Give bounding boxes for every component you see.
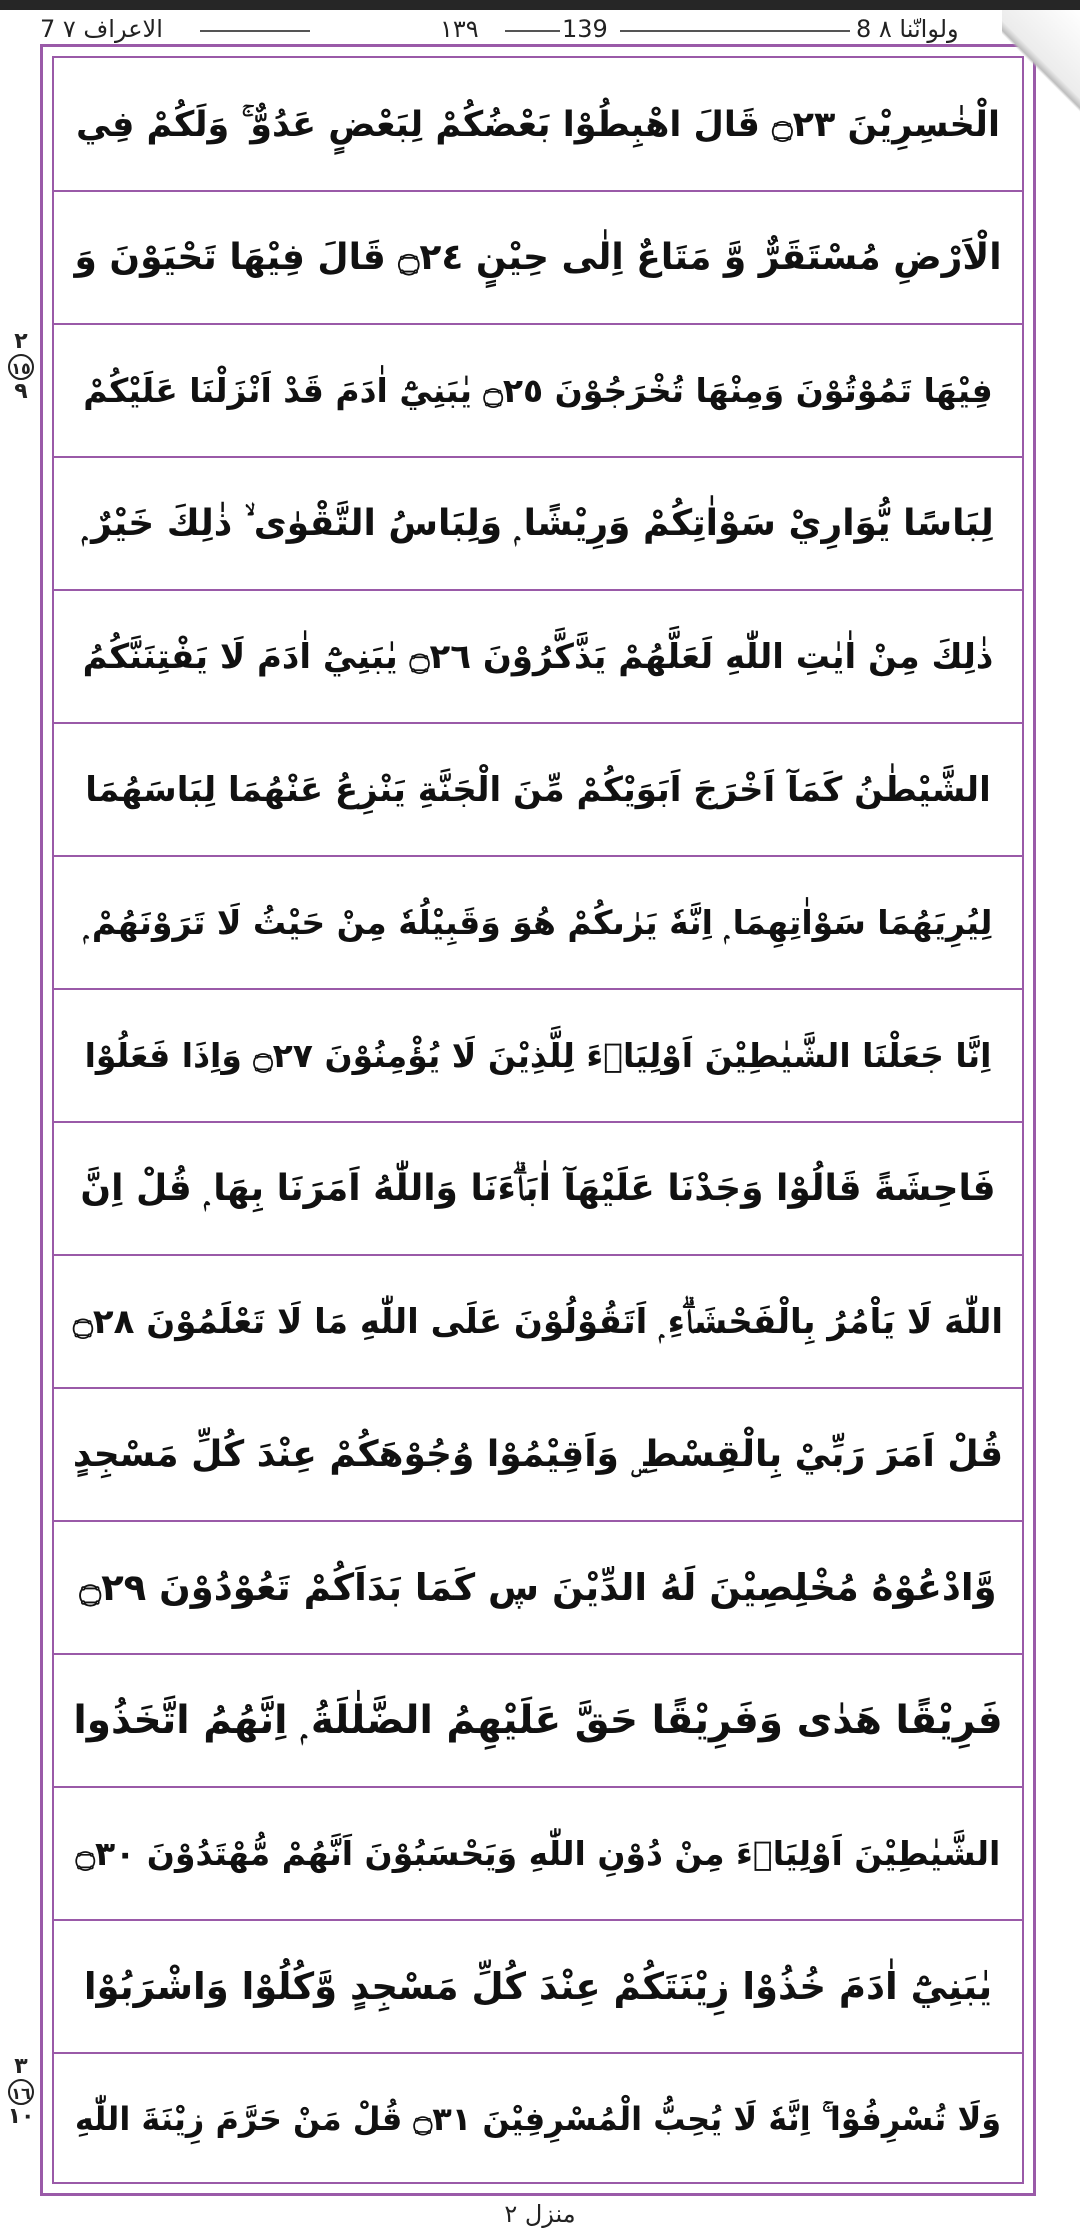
line-separator <box>54 190 1022 192</box>
verse-line <box>54 1388 1022 1521</box>
header-surah: 7 الاعراف ٧ <box>40 15 163 43</box>
header-juz: 8 ولوانّنا ٨ <box>856 15 959 43</box>
status-bar-strip <box>0 0 1080 10</box>
line-separator <box>54 1919 1022 1921</box>
header-rule-right <box>620 30 850 32</box>
header-page-urdu: ١٣٩ <box>440 15 479 43</box>
verse-line <box>54 1654 1022 1787</box>
line-separator <box>54 323 1022 325</box>
line-separator <box>54 1520 1022 1522</box>
ruku-mark-bottom: ١٠ <box>7 2104 35 2129</box>
verse-line-text: الْخٰسِرِيْنَ ۝٢٣ قَالَ اهْبِطُوْا بَعْضُكُمْ لِبَعْضٍ عَدُوٌّ ۚ وَلَكُمْ فِي <box>76 104 1000 145</box>
line-separator <box>54 589 1022 591</box>
manzil-footer: منزل ٢ <box>504 2200 576 2228</box>
verse-line <box>54 191 1022 324</box>
verse-line-text: الشَّيٰطِيْنَ اَوْلِيَاۗءَ مِنْ دُوْنِ اللّٰهِ وَيَحْسَبُوْنَ اَنَّهُمْ مُّهْتَدُوْنَ ۝٣٠ <box>75 1834 1001 1873</box>
verse-line <box>54 1255 1022 1388</box>
verse-line-text: وَّادْعُوْهُ مُخْلِصِيْنَ لَهُ الدِّيْنَ ڛ كَمَا بَدَاَكُمْ تَعُوْدُوْنَ ۝٢٩ <box>79 1566 997 1609</box>
ruku-mark-2 <box>4 2055 38 2129</box>
line-separator <box>54 988 1022 990</box>
ruku-circle: ١٦ <box>8 2079 34 2105</box>
verse-line-text: قُلْ اَمَرَ رَبِّيْ بِالْقِسْطِ ۣ وَاَقِيْمُوْا وُجُوْهَكُمْ عِنْدَ كُلِّ مَسْجِدٍ <box>72 1433 1004 1475</box>
ruku-mark-top: ٢ <box>14 329 28 354</box>
line-separator <box>54 2052 1022 2054</box>
verse-line <box>54 2053 1022 2184</box>
verse-line-text: وَلَا تُسْرِفُوْا ۚ اِنَّهٗ لَا يُحِبُّ الْمُسْرِفِيْنَ ۝٣١ قُلْ مَنْ حَرَّمَ زِيْنَةَ اللّٰهِ <box>74 2100 1002 2138</box>
line-separator <box>54 1387 1022 1389</box>
verse-line-text: لِيُرِيَهُمَا سَوْاٰتِهِمَا ۭ اِنَّهٗ يَرٰىكُمْ هُوَ وَقَبِيْلُهٗ مِنْ حَيْثُ لَا تَرَوْنَهُمْ ۭ <box>83 902 993 942</box>
line-separator <box>54 1121 1022 1123</box>
verse-line <box>54 856 1022 989</box>
verse-line <box>54 1920 1022 2053</box>
verse-line-text: فِيْهَا تَمُوْتُوْنَ وَمِنْهَا تُخْرَجُوْنَ ۝٢٥ يٰبَنِيْٓ اٰدَمَ قَدْ اَنْزَلْنَا عَلَيْكُمْ <box>83 371 993 410</box>
line-separator <box>54 722 1022 724</box>
verse-line-text: فَاحِشَةً قَالُوْا وَجَدْنَا عَلَيْهَآ اٰبَاۗءَنَا وَاللّٰهُ اَمَرَنَا بِهَا ۭ قُلْ اِنَّ <box>80 1167 996 1209</box>
ruku-mark-1 <box>4 330 38 404</box>
verse-line <box>54 590 1022 723</box>
line-separator <box>54 1653 1022 1655</box>
verse-line <box>54 457 1022 590</box>
verse-line-text: فَرِيْقًا هَدٰى وَفَرِيْقًا حَقَّ عَلَيْهِمُ الضَّلٰلَةُ ۭ اِنَّهُمُ اتَّخَذُوا <box>73 1698 1003 1743</box>
verse-line-text: الْاَرْضِ مُسْتَقَرٌّ وَّ مَتَاعٌ اِلٰى حِيْنٍ ۝٢٤ قَالَ فِيْهَا تَحْيَوْنَ وَ <box>74 237 1002 278</box>
verse-line-text: اِنَّا جَعَلْنَا الشَّيٰطِيْنَ اَوْلِيَاۗءَ لِلَّذِيْنَ لَا يُؤْمِنُوْنَ ۝٢٧ وَاِذَا فَعَلُوْا <box>84 1036 992 1075</box>
verse-line <box>54 989 1022 1122</box>
verse-line-text: لِبَاسًا يُّوَارِيْ سَوْاٰتِكُمْ وَرِيْشًا ۭ وَلِبَاسُ التَّقْوٰى ۙ ذٰلِكَ خَيْرٌ ۭ <box>82 502 994 544</box>
verse-line <box>54 723 1022 856</box>
verse-line <box>54 1521 1022 1654</box>
line-separator <box>54 1786 1022 1788</box>
header-rule-center <box>505 30 560 32</box>
header-page-number: 139 <box>562 15 608 43</box>
verse-line-text: يٰبَنِيْٓ اٰدَمَ خُذُوْا زِيْنَتَكُمْ عِنْدَ كُلِّ مَسْجِدٍ وَّكُلُوْا وَاشْرَبُوْا <box>83 1965 993 2008</box>
quran-text-frame <box>52 56 1024 2184</box>
verse-line <box>54 1787 1022 1920</box>
page-curl-corner[interactable] <box>1002 10 1080 128</box>
ruku-mark-bottom: ٩ <box>14 379 28 404</box>
ruku-mark-top: ٣ <box>14 2054 28 2079</box>
ruku-circle: ١٥ <box>8 354 34 380</box>
line-separator <box>54 855 1022 857</box>
verse-line-text: ذٰلِكَ مِنْ اٰيٰتِ اللّٰهِ لَعَلَّهُمْ يَذَّكَّرُوْنَ ۝٢٦ يٰبَنِيْٓ اٰدَمَ لَا يَفْتِنَنَّكُمُ <box>82 637 994 677</box>
verse-line <box>54 58 1022 191</box>
verse-line <box>54 1122 1022 1255</box>
header-rule-left <box>200 30 310 32</box>
verse-line <box>54 324 1022 457</box>
verse-line-text: الشَّيْطٰنُ كَمَآ اَخْرَجَ اَبَوَيْكُمْ مِّنَ الْجَنَّةِ يَنْزِعُ عَنْهُمَا لِبَاسَهُمَا <box>85 769 991 810</box>
line-separator <box>54 1254 1022 1256</box>
verse-line-text: اللّٰهَ لَا يَاْمُرُ بِالْفَحْشَاۗءِ ۭ اَتَقُوْلُوْنَ عَلَى اللّٰهِ مَا لَا تَعْلَمُوْنَ ۝٢٨ <box>72 1302 1004 1342</box>
line-separator <box>54 456 1022 458</box>
